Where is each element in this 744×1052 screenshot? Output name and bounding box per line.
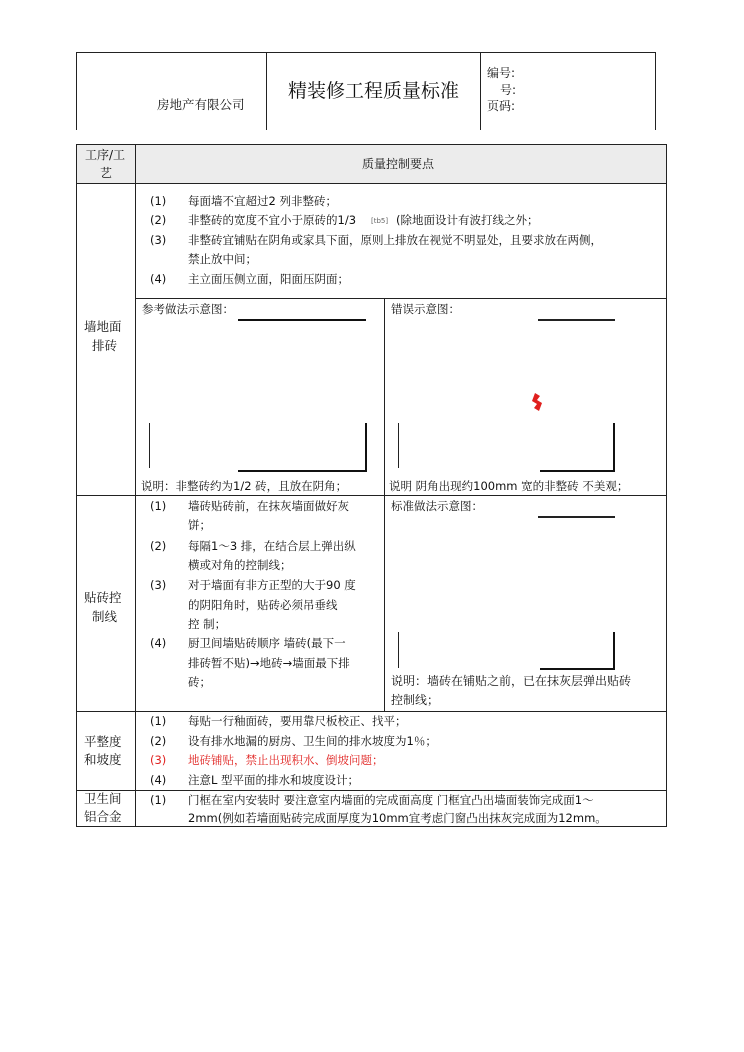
list-item-cont: 的阴阳角时，贴砖必须吊垂线 bbox=[188, 598, 338, 612]
diagram-note: 说明：非整砖约为1/2 砖，且放在阴角； bbox=[141, 479, 348, 493]
item-number: (1) bbox=[150, 793, 167, 807]
item-number: (2) bbox=[150, 213, 167, 227]
header-col-process: 工序/工 bbox=[85, 148, 126, 162]
list-item: 厨卫间墙贴砖顺序 墙砖(最下一 bbox=[188, 636, 346, 650]
list-item-cont: 控 制； bbox=[188, 617, 227, 631]
doc-number-label-2: 号: bbox=[500, 83, 517, 97]
item-number: (3) bbox=[150, 578, 167, 592]
section-label: 卫生间 bbox=[84, 791, 122, 806]
comment-marker: [tb5] bbox=[371, 217, 389, 225]
list-item-highlighted: 地砖铺贴，禁止出现积水、倒坡问题； bbox=[188, 753, 384, 767]
list-item: 墙砖贴砖前，在抹灰墙面做好灰 bbox=[188, 499, 349, 513]
diagram-title: 参考做法示意图： bbox=[142, 302, 234, 316]
item-number: (2) bbox=[150, 734, 167, 748]
error-mark-icon bbox=[530, 392, 546, 414]
header-col-quality: 质量控制要点 bbox=[362, 157, 435, 171]
list-item: 非整砖的宽度不宜小于原砖的1/3 bbox=[188, 213, 357, 227]
list-item: 门框在室内安装时 要注意室内墙面的完成面高度 门框宜凸出墙面装饰完成面1～ bbox=[188, 793, 594, 807]
page-number-label: 页码: bbox=[487, 99, 516, 113]
item-number: (1) bbox=[150, 194, 167, 208]
item-number: (4) bbox=[150, 773, 167, 787]
item-number: (3) bbox=[150, 233, 167, 247]
diagram-title: 标准做法示意图： bbox=[391, 499, 483, 513]
diagram-note: 说明 阴角出现约100mm 宽的非整砖 不美观； bbox=[389, 479, 629, 493]
list-item-cont: 砖； bbox=[188, 675, 211, 689]
list-item: 非整砖宜铺贴在阴角或家具下面，原则上排放在视觉不明显处，且要求放在两侧， bbox=[188, 233, 602, 247]
section-label: 贴砖控 bbox=[84, 590, 122, 605]
doc-number-label: 编号: bbox=[487, 66, 516, 80]
list-item-cont: (除地面设计有波打线之外； bbox=[396, 213, 539, 227]
list-item-cont: 横或对角的控制线； bbox=[188, 558, 292, 572]
diagram-note: 说明：墙砖在铺贴之前，已在抹灰层弹出贴砖 bbox=[391, 674, 632, 688]
item-number: (3) bbox=[150, 753, 167, 767]
document-title: 精装修工程质量标准 bbox=[288, 80, 460, 102]
section-label: 制线 bbox=[92, 609, 118, 624]
diagram-note: 控制线； bbox=[391, 693, 440, 707]
item-number: (1) bbox=[150, 499, 167, 513]
diagram-title: 错误示意图： bbox=[391, 302, 460, 316]
list-item: 对于墙面有非方正型的大于90 度 bbox=[188, 578, 356, 592]
list-item: 主立面压侧立面，阳面压阴面； bbox=[188, 272, 349, 286]
section-label: 排砖 bbox=[92, 338, 118, 353]
item-number: (1) bbox=[150, 714, 167, 728]
section-label: 铝合金 bbox=[84, 809, 122, 824]
section-label: 墙地面 bbox=[84, 319, 122, 334]
list-item-cont: 饼； bbox=[188, 518, 211, 532]
list-item: 每贴一行釉面砖，要用靠尺板校正、找平； bbox=[188, 714, 407, 728]
item-number: (4) bbox=[150, 636, 167, 650]
list-item: 注意L 型平面的排水和坡度设计； bbox=[188, 773, 360, 787]
list-item-cont: 排砖暂不贴)→地砖→墙面最下排 bbox=[188, 656, 350, 670]
item-number: (2) bbox=[150, 539, 167, 553]
list-item-cont: 2mm(例如若墙面贴砖完成面厚度为10mm宜考虑门窗凸出抹灰完成面为12mm。 bbox=[188, 811, 607, 825]
section-label: 平整度 bbox=[84, 734, 122, 749]
list-item: 每隔1～3 排，在结合层上弹出纵 bbox=[188, 539, 356, 553]
list-item: 设有排水地漏的厨房、卫生间的排水坡度为1％； bbox=[188, 734, 437, 748]
list-item: 每面墙不宜超过2 列非整砖； bbox=[188, 194, 337, 208]
company-name: 房地产有限公司 bbox=[157, 97, 245, 112]
item-number: (4) bbox=[150, 272, 167, 286]
header-col-process-2: 艺 bbox=[100, 166, 113, 180]
section-label: 和坡度 bbox=[84, 752, 122, 767]
list-item-cont: 禁止放中间； bbox=[188, 252, 257, 266]
